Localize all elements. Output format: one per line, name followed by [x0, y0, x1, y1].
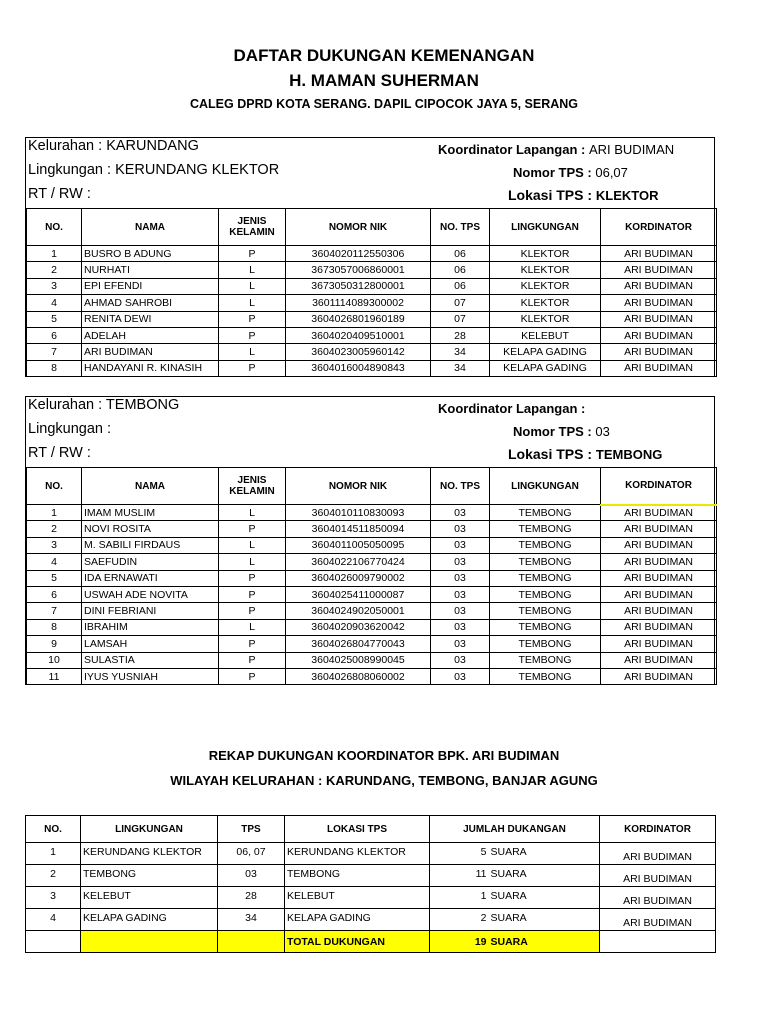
koordinator-value: ARI BUDIMAN: [588, 142, 675, 157]
row-nama: DINI FEBRIANI: [82, 603, 219, 619]
row-nomor-nik: 3604022106770424: [286, 554, 431, 570]
row-kordinator: ARI BUDIMAN: [601, 246, 717, 262]
nomor-tps: Nomor TPS : 06,07: [513, 165, 628, 180]
row-nomor-nik: 3604010110830093: [286, 505, 431, 521]
rekap-lokasi: KERUNDANG KLEKTOR: [285, 843, 430, 865]
row-nama: AHMAD SAHROBI: [82, 295, 219, 311]
row-jenis-kelamin: P: [219, 360, 286, 376]
row-lingkungan: TEMBONG: [490, 537, 601, 553]
rekap-jumlah: 1: [430, 887, 489, 909]
rtrw-label: RT / RW :: [28, 186, 91, 202]
table-row: [27, 295, 717, 311]
rekap-jumlah: 11: [430, 865, 489, 887]
col-no: NO.: [27, 209, 82, 246]
col-nomor-nik: NOMOR NIK: [286, 468, 431, 505]
row-nama: EPI EFENDI: [82, 278, 219, 294]
row-no: 7: [27, 344, 82, 360]
row-no: 7: [27, 603, 82, 619]
koordinator-lapangan: Koordinator Lapangan :: [438, 401, 586, 416]
rekap-no: 1: [26, 843, 81, 865]
row-kordinator: ARI BUDIMAN: [601, 619, 717, 635]
row-jenis-kelamin: L: [219, 344, 286, 360]
row-jenis-kelamin: P: [219, 246, 286, 262]
row-lingkungan: KLEKTOR: [490, 311, 601, 327]
row-nomor-nik: 3601114089300002: [286, 295, 431, 311]
row-jenis-kelamin: L: [219, 619, 286, 635]
rekap-kordinator: ARI BUDIMAN: [600, 909, 716, 931]
row-kordinator: ARI BUDIMAN: [601, 570, 717, 586]
row-jenis-kelamin: P: [219, 652, 286, 668]
col-nama: NAMA: [82, 209, 219, 246]
col-no-tps: NO. TPS: [431, 209, 490, 246]
row-nomor-nik: 3604016004890843: [286, 360, 431, 376]
rekap-total-row: [26, 931, 716, 953]
row-nomor-nik: 3604020112550306: [286, 246, 431, 262]
table-row: [26, 887, 716, 909]
row-no: 4: [27, 554, 82, 570]
row-jenis-kelamin: P: [219, 603, 286, 619]
rekap-col-lokasi-tps: LOKASI TPS: [285, 816, 430, 843]
row-nama: RENITA DEWI: [82, 311, 219, 327]
row-nama: NOVI ROSITA: [82, 521, 219, 537]
rekap-lokasi: KELAPA GADING: [285, 909, 430, 931]
row-no-tps: 03: [431, 636, 490, 652]
row-no: 10: [27, 652, 82, 668]
rekap-col-no: NO.: [26, 816, 81, 843]
row-nama: M. SABILI FIRDAUS: [82, 537, 219, 553]
row-kordinator: ARI BUDIMAN: [601, 603, 717, 619]
table-row: [27, 554, 717, 570]
rekap-title: REKAP DUKUNGAN KOORDINATOR BPK. ARI BUDIMAN: [208, 748, 560, 763]
row-no: 3: [27, 537, 82, 553]
row-no: 4: [27, 295, 82, 311]
table-row: [27, 246, 717, 262]
nomor-tps-value: 06,07: [595, 165, 628, 180]
rekap-lingkungan: KELAPA GADING: [81, 909, 218, 931]
lingkungan-label: Lingkungan :: [28, 421, 112, 437]
row-lingkungan: KLEKTOR: [490, 262, 601, 278]
rekap-lingkungan: TEMBONG: [81, 865, 218, 887]
total-label: TOTAL DUKUNGAN: [285, 931, 430, 953]
row-no-tps: 28: [431, 327, 490, 343]
document-subtitle: CALEG DPRD KOTA SERANG. DAPIL CIPOCOK JAYA 5, SERANG: [189, 97, 579, 111]
col-nomor-nik: NOMOR NIK: [286, 209, 431, 246]
table-row: [27, 619, 717, 635]
rekap-lokasi: TEMBONG: [285, 865, 430, 887]
row-nomor-nik: 3604020903620042: [286, 619, 431, 635]
nomor-tps-value: 03: [595, 424, 610, 439]
nomor-tps: Nomor TPS : 03: [513, 424, 610, 439]
row-lingkungan: TEMBONG: [490, 554, 601, 570]
row-no: 2: [27, 521, 82, 537]
row-kordinator: ARI BUDIMAN: [601, 636, 717, 652]
row-lingkungan: TEMBONG: [490, 505, 601, 521]
row-no-tps: 06: [431, 278, 490, 294]
row-nama: USWAH ADE NOVITA: [82, 586, 219, 602]
row-jenis-kelamin: P: [219, 570, 286, 586]
section-tembong: [25, 396, 715, 685]
row-nama: IBRAHIM: [82, 619, 219, 635]
total-blank: [26, 931, 81, 953]
row-kordinator: ARI BUDIMAN: [601, 360, 717, 376]
table-row: [27, 327, 717, 343]
total-yellow-cell: [218, 931, 285, 953]
row-lingkungan: TEMBONG: [490, 652, 601, 668]
table-row: [27, 311, 717, 327]
row-lingkungan: KELAPA GADING: [490, 344, 601, 360]
row-jenis-kelamin: L: [219, 554, 286, 570]
rekap-tps: 34: [218, 909, 285, 931]
table-row: [26, 843, 716, 865]
row-nama: LAMSAH: [82, 636, 219, 652]
table-row: [27, 537, 717, 553]
total-unit: SUARA: [489, 931, 600, 953]
total-blank: [600, 931, 716, 953]
row-no: 1: [27, 505, 82, 521]
row-no: 5: [27, 311, 82, 327]
rekap-no: 3: [26, 887, 81, 909]
row-no: 8: [27, 360, 82, 376]
row-no-tps: 03: [431, 652, 490, 668]
rekap-table: [25, 815, 716, 953]
table-row: [27, 360, 717, 376]
table-row: [27, 652, 717, 668]
karundang-rows: [27, 246, 717, 377]
row-lingkungan: TEMBONG: [490, 570, 601, 586]
row-no: 11: [27, 668, 82, 684]
col-jenis-kelamin: JENIS KELAMIN: [219, 209, 286, 246]
row-nama: ADELAH: [82, 327, 219, 343]
rekap-satuan: SUARA: [489, 865, 600, 887]
row-no-tps: 03: [431, 570, 490, 586]
row-nomor-nik: 3673050312800001: [286, 278, 431, 294]
col-no-tps: NO. TPS: [431, 468, 490, 505]
row-kordinator: ARI BUDIMAN: [601, 554, 717, 570]
row-kordinator: ARI BUDIMAN: [601, 327, 717, 343]
rekap-rows: [26, 843, 716, 931]
rekap-kordinator: ARI BUDIMAN: [600, 887, 716, 909]
supporter-table-tembong: [26, 467, 717, 685]
row-nomor-nik: 3604025411000087: [286, 586, 431, 602]
row-jenis-kelamin: L: [219, 262, 286, 278]
row-lingkungan: TEMBONG: [490, 636, 601, 652]
section-karundang: [25, 137, 715, 377]
tembong-rows: [27, 505, 717, 685]
row-kordinator: ARI BUDIMAN: [601, 262, 717, 278]
table-row: [27, 521, 717, 537]
row-nama: SAEFUDIN: [82, 554, 219, 570]
row-kordinator: ARI BUDIMAN: [601, 505, 717, 521]
row-nama: IYUS YUSNIAH: [82, 668, 219, 684]
rekap-section: [25, 815, 715, 953]
row-nomor-nik: 3673057006860001: [286, 262, 431, 278]
rekap-lingkungan: KERUNDANG KLEKTOR: [81, 843, 218, 865]
row-kordinator: ARI BUDIMAN: [601, 537, 717, 553]
row-no-tps: 03: [431, 554, 490, 570]
row-nama: NURHATI: [82, 262, 219, 278]
row-nomor-nik: 3604020409510001: [286, 327, 431, 343]
table-row: [26, 865, 716, 887]
total-yellow-cell: [81, 931, 218, 953]
row-kordinator: ARI BUDIMAN: [601, 295, 717, 311]
koordinator-lapangan: Koordinator Lapangan : ARI BUDIMAN: [438, 142, 675, 157]
row-no-tps: 03: [431, 668, 490, 684]
row-nomor-nik: 3604024902050001: [286, 603, 431, 619]
row-no: 5: [27, 570, 82, 586]
rekap-col-tps: TPS: [218, 816, 285, 843]
rekap-lingkungan: KELEBUT: [81, 887, 218, 909]
row-kordinator: ARI BUDIMAN: [601, 668, 717, 684]
row-lingkungan: KLEKTOR: [490, 278, 601, 294]
kelurahan-label: Kelurahan : TEMBONG: [28, 397, 180, 413]
rekap-lokasi: KELEBUT: [285, 887, 430, 909]
row-jenis-kelamin: L: [219, 505, 286, 521]
row-jenis-kelamin: P: [219, 327, 286, 343]
row-jenis-kelamin: L: [219, 278, 286, 294]
table-row: [27, 668, 717, 684]
row-jenis-kelamin: L: [219, 537, 286, 553]
row-nomor-nik: 3604014511850094: [286, 521, 431, 537]
rekap-kordinator: ARI BUDIMAN: [600, 843, 716, 865]
row-no-tps: 03: [431, 505, 490, 521]
row-no: 9: [27, 636, 82, 652]
rekap-col-lingkungan: LINGKUNGAN: [81, 816, 218, 843]
row-jenis-kelamin: L: [219, 295, 286, 311]
rekap-tps: 28: [218, 887, 285, 909]
rekap-no: 2: [26, 865, 81, 887]
rekap-col-kordinator: KORDINATOR: [600, 816, 716, 843]
table-row: [27, 344, 717, 360]
row-nama: IMAM MUSLIM: [82, 505, 219, 521]
row-lingkungan: TEMBONG: [490, 668, 601, 684]
row-no-tps: 03: [431, 619, 490, 635]
row-jenis-kelamin: P: [219, 668, 286, 684]
rekap-kordinator: ARI BUDIMAN: [600, 865, 716, 887]
table-row: [27, 570, 717, 586]
col-kordinator: KORDINATOR: [601, 468, 717, 505]
table-row: [27, 505, 717, 521]
table-row: [27, 586, 717, 602]
row-nomor-nik: 3604026804770043: [286, 636, 431, 652]
table-row: [27, 262, 717, 278]
row-kordinator: ARI BUDIMAN: [601, 521, 717, 537]
rekap-tps: 06, 07: [218, 843, 285, 865]
row-lingkungan: KLEKTOR: [490, 246, 601, 262]
table-row: [27, 636, 717, 652]
row-kordinator: ARI BUDIMAN: [601, 652, 717, 668]
row-nama: ARI BUDIMAN: [82, 344, 219, 360]
col-lingkungan: LINGKUNGAN: [490, 209, 601, 246]
row-nama: SULASTIA: [82, 652, 219, 668]
supporter-table-karundang: [26, 208, 717, 377]
lingkungan-label: Lingkungan : KERUNDANG KLEKTOR: [28, 162, 280, 178]
row-no: 2: [27, 262, 82, 278]
row-kordinator: ARI BUDIMAN: [601, 344, 717, 360]
row-lingkungan: TEMBONG: [490, 521, 601, 537]
col-nama: NAMA: [82, 468, 219, 505]
row-nomor-nik: 3604026801960189: [286, 311, 431, 327]
row-no: 8: [27, 619, 82, 635]
row-no-tps: 06: [431, 262, 490, 278]
row-no-tps: 34: [431, 360, 490, 376]
row-lingkungan: KELAPA GADING: [490, 360, 601, 376]
row-jenis-kelamin: P: [219, 521, 286, 537]
rekap-satuan: SUARA: [489, 887, 600, 909]
row-jenis-kelamin: P: [219, 636, 286, 652]
row-no-tps: 03: [431, 603, 490, 619]
rekap-subtitle: WILAYAH KELURAHAN : KARUNDANG, TEMBONG, BANJAR AGUNG: [170, 773, 598, 788]
rekap-jumlah: 5: [430, 843, 489, 865]
candidate-name: H. MAMAN SUHERMAN: [289, 71, 479, 90]
table-row: [27, 278, 717, 294]
row-kordinator: ARI BUDIMAN: [601, 586, 717, 602]
row-jenis-kelamin: P: [219, 311, 286, 327]
row-no-tps: 03: [431, 521, 490, 537]
row-lingkungan: TEMBONG: [490, 619, 601, 635]
row-nomor-nik: 3604026808060002: [286, 668, 431, 684]
row-no-tps: 03: [431, 537, 490, 553]
row-nama: BUSRO B ADUNG: [82, 246, 219, 262]
col-kordinator: KORDINATOR: [601, 209, 717, 246]
rekap-col-jumlah: JUMLAH DUKANGAN: [430, 816, 600, 843]
row-no: 1: [27, 246, 82, 262]
lokasi-tps: Lokasi TPS : KLEKTOR: [508, 187, 659, 203]
row-nama: HANDAYANI R. KINASIH: [82, 360, 219, 376]
row-jenis-kelamin: P: [219, 586, 286, 602]
table-row: [26, 909, 716, 931]
row-no: 6: [27, 327, 82, 343]
row-nomor-nik: 3604026009790002: [286, 570, 431, 586]
lokasi-tps-value: KLEKTOR: [595, 188, 659, 203]
row-no-tps: 34: [431, 344, 490, 360]
table-row: [27, 603, 717, 619]
row-lingkungan: KLEKTOR: [490, 295, 601, 311]
col-jenis-kelamin: JENIS KELAMIN: [219, 468, 286, 505]
row-nama: IDA ERNAWATI: [82, 570, 219, 586]
row-no-tps: 03: [431, 586, 490, 602]
row-nomor-nik: 3604025008990045: [286, 652, 431, 668]
row-no-tps: 07: [431, 311, 490, 327]
rekap-satuan: SUARA: [489, 909, 600, 931]
row-lingkungan: KELEBUT: [490, 327, 601, 343]
lokasi-tps: Lokasi TPS : TEMBONG: [508, 446, 663, 462]
rekap-jumlah: 2: [430, 909, 489, 931]
rekap-tps: 03: [218, 865, 285, 887]
rekap-no: 4: [26, 909, 81, 931]
row-nomor-nik: 3604023005960142: [286, 344, 431, 360]
kelurahan-label: Kelurahan : KARUNDANG: [28, 138, 199, 154]
row-kordinator: ARI BUDIMAN: [601, 278, 717, 294]
row-no-tps: 07: [431, 295, 490, 311]
col-no: NO.: [27, 468, 82, 505]
row-kordinator: ARI BUDIMAN: [601, 311, 717, 327]
row-lingkungan: TEMBONG: [490, 586, 601, 602]
row-no-tps: 06: [431, 246, 490, 262]
rekap-satuan: SUARA: [489, 843, 600, 865]
row-lingkungan: TEMBONG: [490, 603, 601, 619]
row-no: 3: [27, 278, 82, 294]
rtrw-label: RT / RW :: [28, 445, 91, 461]
total-value: 19: [430, 931, 489, 953]
row-no: 6: [27, 586, 82, 602]
document-title: DAFTAR DUKUNGAN KEMENANGAN: [233, 46, 535, 65]
col-lingkungan: LINGKUNGAN: [490, 468, 601, 505]
row-nomor-nik: 3604011005050095: [286, 537, 431, 553]
lokasi-tps-value: TEMBONG: [595, 447, 663, 462]
